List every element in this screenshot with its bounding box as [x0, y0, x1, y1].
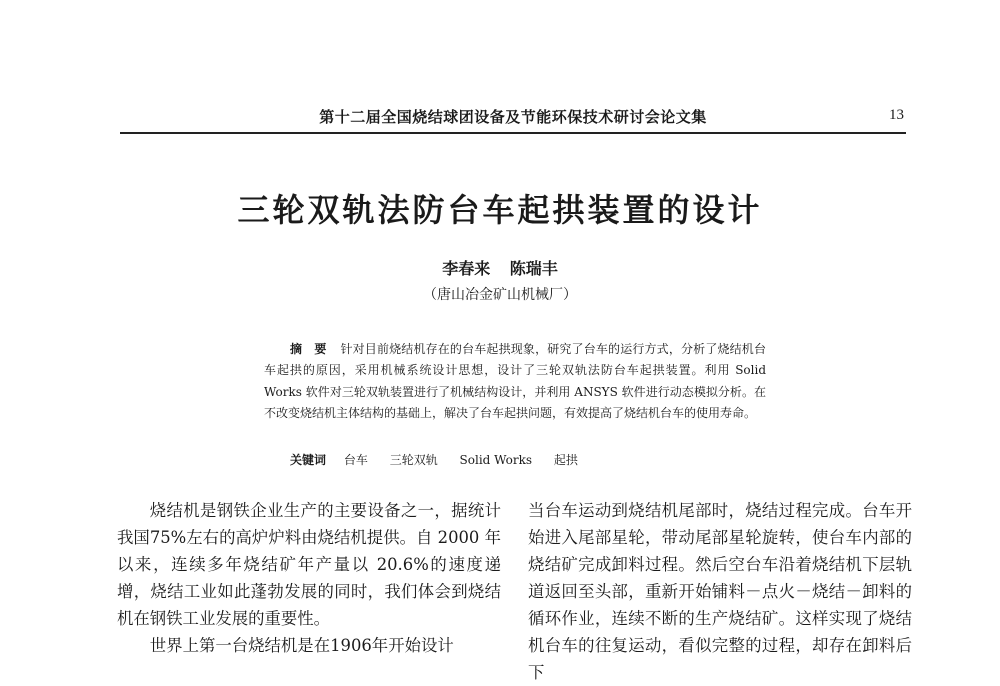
body-column-right — [528, 497, 912, 686]
author-name: 李春来 — [442, 259, 491, 278]
keywords-label: 关键词 — [290, 453, 327, 467]
body-paragraph: 当台车运动到烧结机尾部时，烧结过程完成。台车开始进入尾部星轮，带动尾部星轮旋转，使台车内部的烧结矿完成卸料过程。然后空台车沿着烧结机下层轨道返回至头部，重新开始铺料－点火－烧结－卸料的循环作业，连续不断的生产烧结矿。这样实现了烧结机台车的往复运动，看似完整的过程，却存在卸料后下 — [528, 501, 912, 682]
abstract-text: 针对目前烧结机存在的台车起拱现象，研究了台车的运行方式，分析了烧结机台车起拱的原因，采用机械系统设计思想，设计了三轮双轨法防台车起拱装置。利用 Solid Works 软件对三轮双轨装置进行了机械结构设计，并利用 ANSYS 软件进行动态模拟分析。在不改变烧结机主体结构的基础上，解决了台车起拱问题，有效提高了烧结机台车的使用寿命。 — [264, 342, 766, 421]
keyword: Solid Works — [459, 453, 533, 467]
keywords — [264, 450, 766, 471]
abstract-label: 摘 要 — [290, 342, 327, 356]
page-number: 13 — [889, 107, 904, 123]
keyword: 起拱 — [553, 453, 578, 467]
keyword: 三轮双轨 — [389, 453, 438, 467]
body-paragraph: 烧结机是钢铁企业生产的主要设备之一，据统计我国75%左右的高炉炉料由烧结机提供。自 2000 年以来，连续多年烧结矿年产量以 20.6%的速度递增，烧结工业如此蓬勃发展的同时，我们体会到烧结机在钢铁工业发展的重要性。 — [117, 501, 501, 628]
running-header — [120, 106, 906, 134]
keyword: 台车 — [343, 453, 368, 467]
authors — [0, 256, 1000, 279]
affiliation: （唐山冶金矿山机械厂） — [423, 287, 577, 303]
body-column-left — [117, 497, 501, 659]
body-paragraph: 世界上第一台烧结机是在1906年开始设计 — [149, 636, 454, 655]
paper-title: 三轮双轨法防台车起拱装置的设计 — [237, 191, 763, 229]
running-title: 第十二届全国烧结球团设备及节能环保技术研讨会论文集 — [319, 108, 707, 126]
author-name: 陈瑞丰 — [509, 259, 558, 278]
abstract — [264, 339, 766, 425]
